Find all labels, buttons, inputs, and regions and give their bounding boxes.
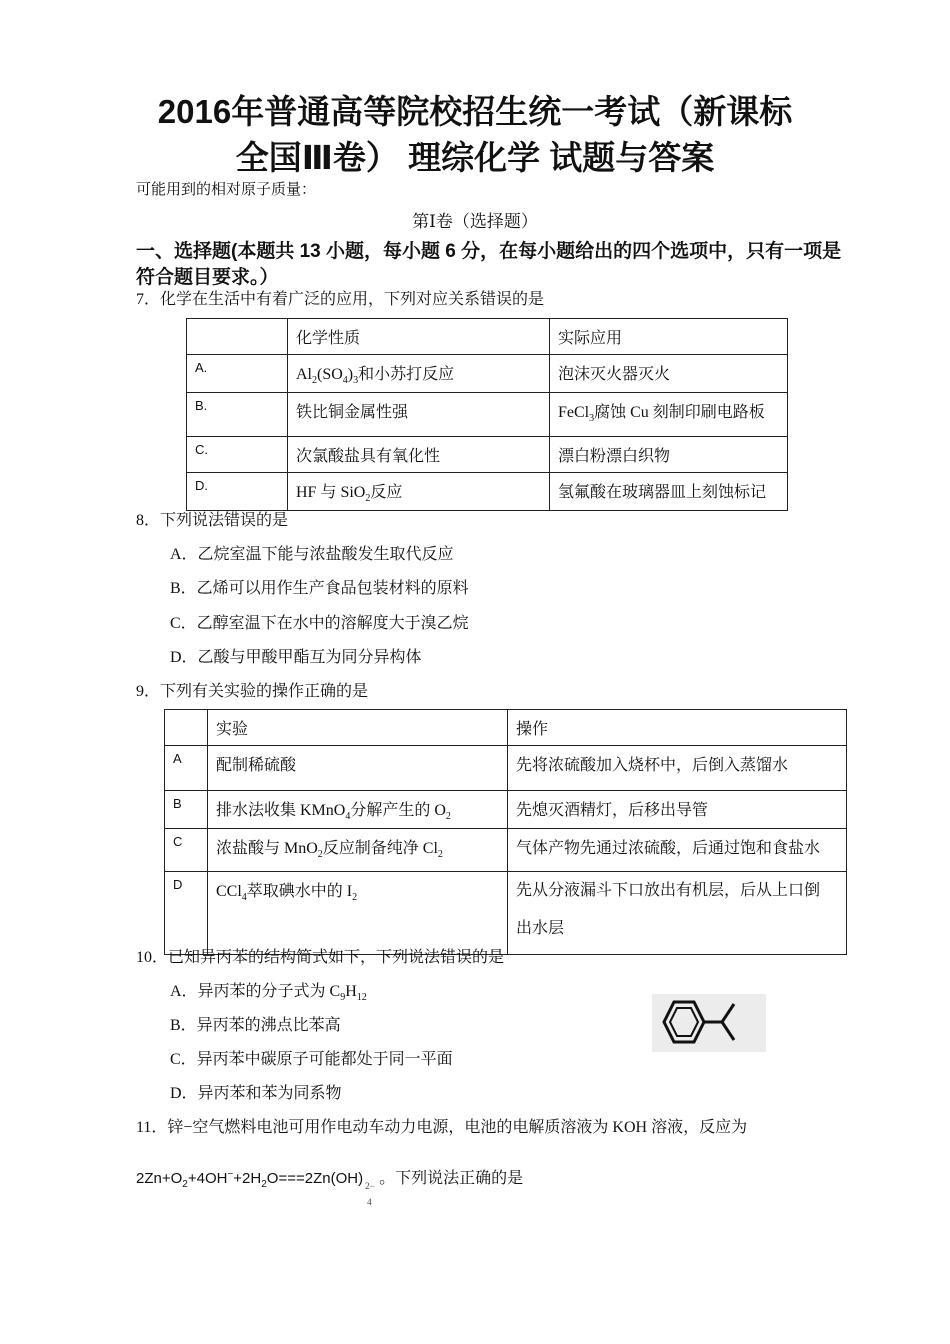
text-run: CCl: [216, 883, 242, 901]
operation-cell: [508, 872, 847, 955]
eq-text: O===2Zn(OH): [266, 1170, 364, 1187]
operation-cell: [508, 791, 847, 829]
row-label: C.: [187, 437, 288, 473]
text-run: 泡沫灭火器灭火: [558, 366, 671, 383]
text-run: FeCl: [558, 404, 590, 422]
text-run: ): [347, 366, 354, 383]
header-cell: 实际应用: [550, 319, 788, 355]
text-run: 排水法收集 KMnO: [216, 802, 346, 819]
q10-option-c: C．异丙苯中碳原子可能都处于同一平面: [170, 1051, 453, 1068]
row-label: B.: [187, 393, 288, 437]
experiment-cell: [208, 746, 508, 791]
subscript: 2: [445, 811, 451, 823]
text-run: 气体产物先通过浓硫酸，后通过饱和食盐水: [516, 840, 821, 858]
header-cell: [187, 319, 288, 355]
table-row: [187, 355, 788, 393]
eq-text: 2Zn+O: [136, 1170, 183, 1187]
property-cell: [288, 355, 550, 393]
section-instruction-2: 符合题目要求。）: [136, 267, 279, 288]
table-row: [165, 872, 847, 955]
table-header-row: [187, 319, 788, 355]
application-cell: [550, 393, 788, 437]
eq-charge: 2−: [365, 1181, 375, 1191]
subscript: 2: [312, 375, 317, 387]
property-cell: [288, 437, 550, 473]
experiment-cell: [208, 791, 508, 829]
q8-stem: 8．下列说法错误的是: [136, 512, 289, 529]
table-row: [165, 829, 847, 872]
subscript: 3: [589, 413, 595, 425]
q10-stem: 10．已知异丙苯的结构简式如下，下列说法错误的是: [136, 949, 505, 966]
text-run: 反应: [370, 484, 403, 502]
eq-sub: 2: [261, 1179, 267, 1190]
text-run: 腐蚀 Cu 刻制印刷电路板: [594, 404, 765, 422]
application-cell: [550, 437, 788, 473]
property-cell: [288, 473, 550, 511]
text-run: 配制稀硫酸: [216, 757, 297, 774]
row-label: C: [165, 829, 208, 872]
section-title: 第Ⅰ卷（选择题）: [412, 212, 538, 231]
eq-sub: 4: [367, 1197, 372, 1207]
row-label: D: [165, 872, 208, 955]
operation-line-1: [516, 882, 820, 899]
eq-sup: −: [227, 1169, 234, 1180]
subscript: 2: [437, 849, 443, 861]
section-instruction-1: 一、选择题(本题共 13 小题，每小题 6 分，在每小题给出的四个选项中，只有一项是: [136, 241, 842, 262]
subscript: 2: [352, 892, 358, 904]
q8-option-d: D．乙酸与甲酸甲酯互为同分异构体: [170, 649, 422, 666]
text-run: 和小苏打反应: [358, 366, 455, 383]
subscript: 12: [356, 992, 367, 1004]
q7-table: [186, 318, 788, 511]
subscript: 2: [365, 493, 371, 505]
q11-stem: 11．锌−空气燃料电池可用作电动车动力电源，电池的电解质溶液为 KOH 溶液，反应为: [136, 1119, 748, 1136]
atomic-mass-note: 可能用到的相对原子质量：: [136, 182, 317, 198]
text-run: 反应制备纯净 Cl: [322, 840, 438, 858]
eq-sub: 2: [182, 1179, 188, 1190]
table-header-row: [165, 710, 847, 746]
operation-cell: [508, 829, 847, 872]
table-row: [165, 791, 847, 829]
operation-line-2: 出水层: [516, 920, 565, 938]
row-label: A: [165, 746, 208, 791]
operation-cell: [508, 746, 847, 791]
subscript: 9: [340, 992, 346, 1004]
text-run: 先从分液漏斗下口放出有机层，后从上口倒: [516, 882, 821, 900]
subscript: 2: [317, 849, 323, 861]
text-run: 铁比铜金属性强: [296, 404, 409, 422]
subscript: 4: [241, 892, 247, 904]
property-cell: [288, 393, 550, 437]
experiment-cell: [208, 872, 508, 955]
title-line-1: 2016年普通高等院校招生统一考试（新课标: [157, 93, 793, 130]
text-run: H: [345, 983, 357, 1000]
eq-text: +4OH: [187, 1170, 228, 1187]
header-cell: 实验: [208, 710, 508, 746]
table-row: [187, 437, 788, 473]
q9-table: [164, 709, 847, 955]
q10-option-a: [170, 978, 367, 1003]
row-label: D.: [187, 473, 288, 511]
header-cell: [165, 710, 208, 746]
text-run: 分解产生的 O: [350, 802, 446, 819]
row-label: A.: [187, 355, 288, 393]
header-cell: 化学性质: [288, 319, 550, 355]
text-run: 先熄灭酒精灯，后移出导管: [516, 802, 709, 819]
q10-option-d: D．异丙苯和苯为同系物: [170, 1085, 342, 1102]
table-row: [165, 746, 847, 791]
text-run: Al: [296, 366, 312, 383]
q11-equation: [136, 1165, 524, 1207]
subscript: 4: [342, 375, 348, 387]
text-run: A．异丙苯的分子式为 C: [170, 983, 341, 1000]
text-run: 萃取碘水中的 I: [246, 883, 353, 901]
q7-stem: 7．化学在生活中有着广泛的应用，下列对应关系错误的是: [136, 291, 545, 308]
header-cell: 操作: [508, 710, 847, 746]
text-run: (SO: [317, 366, 343, 383]
q8-option-b: B．乙烯可以用作生产食品包装材料的原料: [170, 580, 469, 597]
text-run: HF 与 SiO: [296, 484, 366, 502]
text-run: 次氯酸盐具有氧化性: [296, 448, 441, 466]
text-run: 浓盐酸与 MnO: [216, 840, 318, 858]
row-label: B: [165, 791, 208, 829]
subscript: 3: [353, 375, 359, 387]
table-row: [187, 473, 788, 511]
text-run: 先将浓硫酸加入烧杯中，后倒入蒸馏水: [516, 757, 789, 774]
application-cell: [550, 473, 788, 511]
title-line-2: 全国Ⅲ卷） 理综化学 试题与答案: [235, 139, 715, 176]
isopropylbenzene-structure-image: [652, 994, 766, 1052]
application-cell: [550, 355, 788, 393]
experiment-cell: [208, 829, 508, 872]
table-row: [187, 393, 788, 437]
q8-option-a: A．乙烷室温下能与浓盐酸发生取代反应: [170, 546, 454, 563]
text-run: 氢氟酸在玻璃器皿上刻蚀标记: [558, 484, 767, 502]
benzene-ring-icon: [652, 994, 766, 1052]
q9-stem: 9．下列有关实验的操作正确的是: [136, 683, 369, 700]
q8-option-c: C．乙醇室温下在水中的溶解度大于溴乙烷: [170, 615, 469, 632]
eq-text: +2H: [233, 1170, 262, 1187]
subscript: 4: [345, 811, 351, 823]
text-run: 漂白粉漂白织物: [558, 448, 671, 466]
eq-text: 。下列说法正确的是: [379, 1170, 524, 1187]
q10-option-b: B．异丙苯的沸点比苯高: [170, 1017, 341, 1034]
